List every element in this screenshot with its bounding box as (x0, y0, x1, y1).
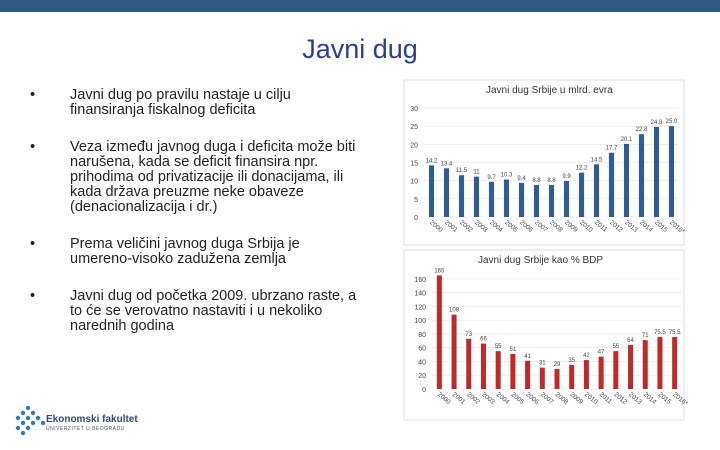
y-tick-label: 40 (418, 359, 426, 367)
x-tick-label: 2011 (593, 219, 609, 234)
x-tick-label: 2001 (443, 219, 459, 234)
x-tick-label: 2000 (428, 219, 444, 234)
data-label: 108 (449, 307, 460, 314)
data-label: 12.2 (575, 165, 588, 172)
x-tick-label: 2006 (524, 391, 540, 406)
data-label: 35 (568, 357, 576, 364)
x-tick-label: 2014 (641, 391, 658, 406)
bullet-text: Javni dug po pravilu nastaje u cilju finansiranja fiskalnog deficita (70, 87, 291, 118)
bar (510, 354, 515, 389)
x-tick-label: 2012 (612, 391, 629, 406)
bar (525, 361, 530, 389)
x-tick-label: 2008 (553, 391, 570, 406)
y-tick-label: 0 (422, 387, 426, 394)
y-tick-label: 20 (418, 373, 426, 381)
data-label: 8.8 (547, 178, 556, 185)
y-tick-label: 100 (414, 318, 426, 326)
x-tick-label: 2013 (627, 391, 643, 406)
bullet-item (30, 88, 360, 118)
bullet-item (30, 140, 360, 215)
data-label: 41 (524, 353, 531, 360)
x-tick-label: 2016* (668, 219, 686, 236)
y-tick-label: 25 (410, 124, 418, 132)
data-label: 66 (480, 336, 487, 343)
x-tick-label: 2012 (608, 219, 624, 234)
bullet-item (30, 237, 360, 267)
bar (444, 168, 449, 217)
bullet-dot: • (30, 87, 36, 103)
data-label: 55 (494, 344, 502, 351)
y-tick-label: 30 (410, 106, 418, 113)
x-tick-label: 2002 (458, 219, 474, 234)
bar (534, 185, 539, 217)
bar (599, 357, 604, 389)
y-tick-label: 20 (410, 142, 418, 150)
data-label: 55 (612, 344, 620, 351)
data-label: 75.5 (654, 330, 666, 337)
x-tick-label: 2006 (518, 219, 534, 234)
x-tick-label: 2010 (578, 219, 594, 234)
debt-gdp-chart (404, 250, 689, 420)
x-tick-label: 2015 (656, 391, 673, 406)
data-label: 75.5 (668, 330, 681, 337)
data-label: 165 (434, 268, 445, 275)
data-label: 22.8 (635, 127, 648, 134)
bar (555, 369, 560, 389)
x-tick-label: 2015 (653, 219, 669, 234)
y-tick-label: 140 (414, 290, 426, 298)
data-label: 11 (473, 169, 480, 176)
data-label: 31 (538, 360, 546, 367)
data-label: 8.8 (532, 178, 541, 185)
data-label: 9.4 (517, 175, 526, 182)
bullet-dot: • (30, 236, 36, 252)
bar (564, 181, 569, 217)
x-tick-label: 2007 (539, 391, 555, 406)
y-tick-label: 60 (418, 345, 426, 353)
bar (459, 175, 464, 217)
y-tick-label: 160 (414, 276, 426, 284)
bullet-text: Javni dug od početka 2009. ubrzano raste, a to će se verovatno nastaviti i u nekoliko narednih godina (70, 288, 357, 334)
bar (654, 127, 659, 217)
data-label: 14.2 (425, 158, 438, 165)
chart-title: Javni dug Srbije kao % BDP (478, 255, 604, 266)
x-tick-label: 2004 (494, 391, 511, 406)
bar (579, 173, 584, 217)
bar (609, 153, 614, 217)
y-tick-label: 10 (410, 178, 418, 186)
bar (639, 134, 644, 217)
bar (481, 344, 486, 389)
x-tick-label: 2005 (503, 219, 519, 234)
bullet-dot: • (30, 139, 36, 155)
x-tick-label: 2008 (548, 219, 564, 234)
y-tick-label: 80 (418, 331, 426, 339)
data-label: 25.0 (665, 119, 678, 126)
data-label: 24.8 (650, 119, 663, 126)
data-label: 47 (597, 349, 605, 356)
bar (669, 126, 674, 217)
bar (584, 360, 589, 389)
bar (519, 183, 524, 217)
bar (496, 351, 501, 389)
x-tick-label: 2009 (568, 391, 585, 406)
x-tick-label: 2009 (563, 219, 579, 234)
data-label: 11.5 (455, 168, 468, 175)
x-tick-label: 2002 (465, 391, 482, 406)
bar (489, 182, 494, 217)
bar (437, 275, 442, 389)
data-label: 20.1 (620, 136, 633, 143)
x-tick-label: 2004 (488, 219, 504, 234)
data-label: 9.9 (562, 174, 571, 181)
y-tick-label: 120 (414, 304, 426, 312)
x-tick-label: 2007 (533, 219, 549, 234)
logo-name: Ekonomski fakultet (46, 414, 138, 425)
bar (474, 177, 479, 217)
x-tick-label: 2005 (509, 391, 526, 406)
bullet-list (30, 88, 360, 356)
bar (594, 164, 599, 217)
bullet-text: Prema veličini javnog duga Srbija je umereno-visoko zadužena zemlja (70, 236, 300, 267)
y-tick-label: 15 (410, 160, 418, 168)
x-tick-label: 2011 (597, 391, 614, 406)
bar (466, 339, 471, 389)
y-tick-label: 5 (414, 196, 418, 204)
x-tick-label: 2016* (671, 391, 689, 408)
x-tick-label: 2010 (583, 391, 599, 406)
top-bar (0, 0, 720, 12)
data-label: 73 (465, 331, 473, 338)
chart-title: Javni dug Srbije u mlrd. evra (486, 85, 613, 96)
data-label: 64 (627, 337, 634, 344)
bar (643, 340, 648, 389)
slide-title: Javni dug (302, 34, 418, 64)
bar (657, 337, 662, 389)
y-tick-label: 0 (414, 215, 418, 222)
bar (624, 144, 629, 217)
data-label: 51 (509, 346, 517, 353)
data-label: 9.7 (487, 174, 496, 181)
bar (540, 368, 545, 389)
x-tick-label: 2000 (436, 391, 452, 406)
x-tick-label: 2013 (623, 219, 639, 234)
x-tick-label: 2003 (473, 219, 489, 234)
x-tick-label: 2001 (450, 391, 467, 406)
bullet-text: Veza između javnog duga i deficita može biti narušena, kada se deficit finansira npr. prihodima od privatizacije ili donacijama, ili kada država preuzme neke obaveze (denacionalizacija i dr.) (70, 139, 356, 215)
bar (429, 165, 434, 217)
bar (452, 315, 457, 389)
data-label: 29 (553, 362, 561, 369)
data-label: 71 (641, 333, 649, 340)
x-tick-label: 2003 (480, 391, 496, 406)
bullet-dot: • (30, 288, 36, 304)
bar (569, 365, 574, 389)
x-tick-label: 2014 (638, 219, 654, 234)
bar (672, 337, 677, 389)
data-label: 10.3 (500, 172, 513, 179)
debt-eur-chart (404, 80, 684, 245)
data-label: 42 (583, 353, 590, 360)
logo-subtitle: UNIVERZITET U BEOGRADU (46, 426, 125, 432)
bar (628, 345, 633, 389)
data-label: 13.4 (440, 161, 453, 168)
bullet-item (30, 289, 360, 334)
data-label: 14.5 (590, 157, 603, 164)
bar (504, 180, 509, 217)
bar (549, 185, 554, 217)
bar (613, 351, 618, 389)
data-label: 17.7 (605, 145, 618, 152)
